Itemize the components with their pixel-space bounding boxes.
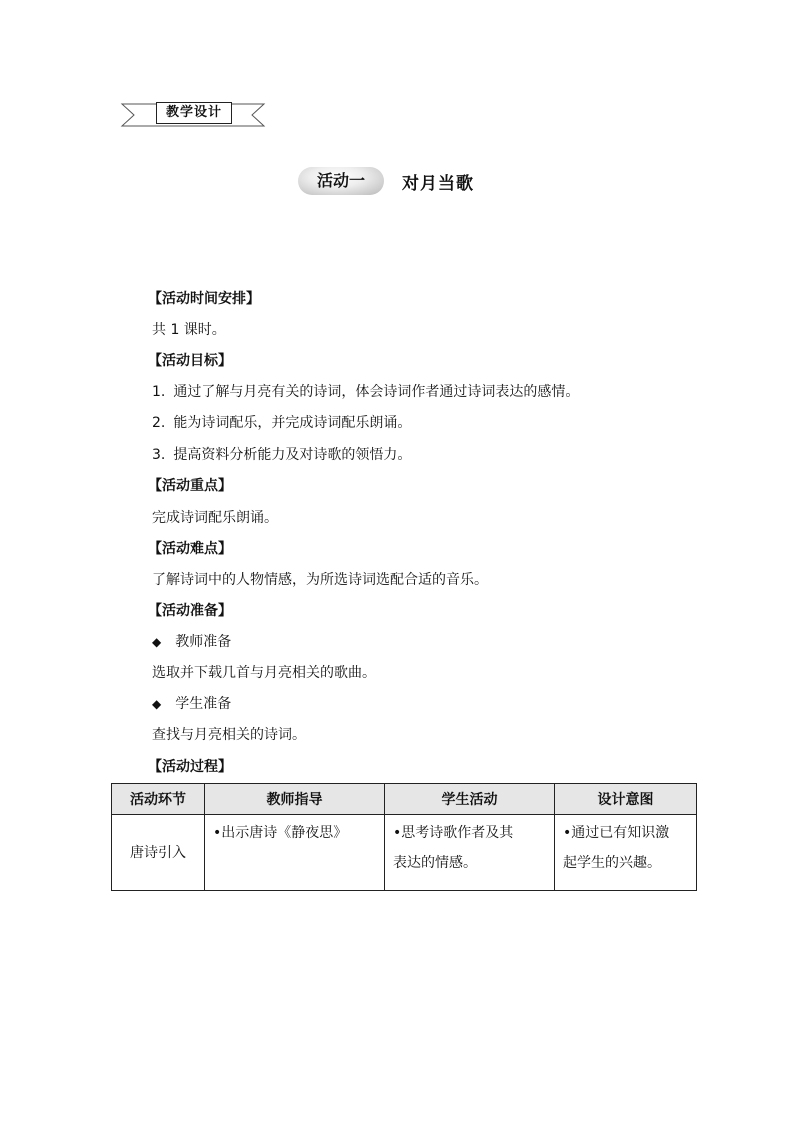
time-body: 共 1 课时。 xyxy=(152,322,226,338)
cell-line: •通过已有知识激 xyxy=(563,825,670,841)
table-header-row xyxy=(112,784,697,815)
goal-text: 通过了解与月亮有关的诗词，体会诗词作者通过诗词表达的感情。 xyxy=(173,384,580,400)
student-prep-label: 学生准备 xyxy=(175,696,232,712)
diamond-bullet-icon: ◆ xyxy=(152,697,162,711)
column-header: 教师指导 xyxy=(205,784,385,815)
teacher-prep-label: 教师准备 xyxy=(175,634,232,650)
column-header: 学生活动 xyxy=(385,784,555,815)
banner-label: 教学设计 xyxy=(156,102,232,124)
time-heading: 【活动时间安排】 xyxy=(148,291,260,307)
goal-number: 3. xyxy=(152,447,166,463)
cell-line: •思考诗歌作者及其 xyxy=(393,825,514,841)
teacher-guidance-cell xyxy=(205,815,385,891)
diamond-bullet-icon: ◆ xyxy=(152,635,162,649)
goals-heading: 【活动目标】 xyxy=(148,353,232,369)
activity-badge: 活动一 xyxy=(298,167,384,195)
difficulty-heading: 【活动难点】 xyxy=(148,541,232,557)
column-header: 设计意图 xyxy=(555,784,697,815)
student-prep-title xyxy=(152,694,231,714)
goal-number: 1. xyxy=(152,384,166,400)
student-activity-cell xyxy=(385,815,555,891)
process-table xyxy=(111,783,697,891)
teacher-prep-title xyxy=(152,632,231,652)
teacher-prep-body: 选取并下载几首与月亮相关的歌曲。 xyxy=(152,665,376,681)
difficulty-body: 了解诗词中的人物情感，为所选诗词选配合适的音乐。 xyxy=(152,572,488,588)
column-header: 活动环节 xyxy=(112,784,205,815)
goal-number: 2. xyxy=(152,415,166,431)
goal-text: 提高资料分析能力及对诗歌的领悟力。 xyxy=(173,447,412,463)
student-prep-body: 查找与月亮相关的诗词。 xyxy=(152,727,306,743)
cell-line: 起学生的兴趣。 xyxy=(563,855,661,871)
goal-text: 能为诗词配乐，并完成诗词配乐朗诵。 xyxy=(173,415,412,431)
activity-title xyxy=(298,166,474,196)
design-intent-cell xyxy=(555,815,697,891)
activity-name: 对月当歌 xyxy=(402,173,474,194)
section-banner xyxy=(120,100,266,128)
prep-heading: 【活动准备】 xyxy=(148,603,232,619)
stage-cell: 唐诗引入 xyxy=(112,815,205,891)
process-heading: 【活动过程】 xyxy=(148,759,232,775)
key-heading: 【活动重点】 xyxy=(148,478,232,494)
table-row xyxy=(112,815,697,891)
goal-item xyxy=(152,413,411,433)
cell-line: 表达的情感。 xyxy=(393,855,477,871)
cell-line: •出示唐诗《静夜思》 xyxy=(213,825,348,841)
goal-item xyxy=(152,445,411,465)
key-body: 完成诗词配乐朗诵。 xyxy=(152,510,278,526)
goal-item xyxy=(152,382,579,402)
